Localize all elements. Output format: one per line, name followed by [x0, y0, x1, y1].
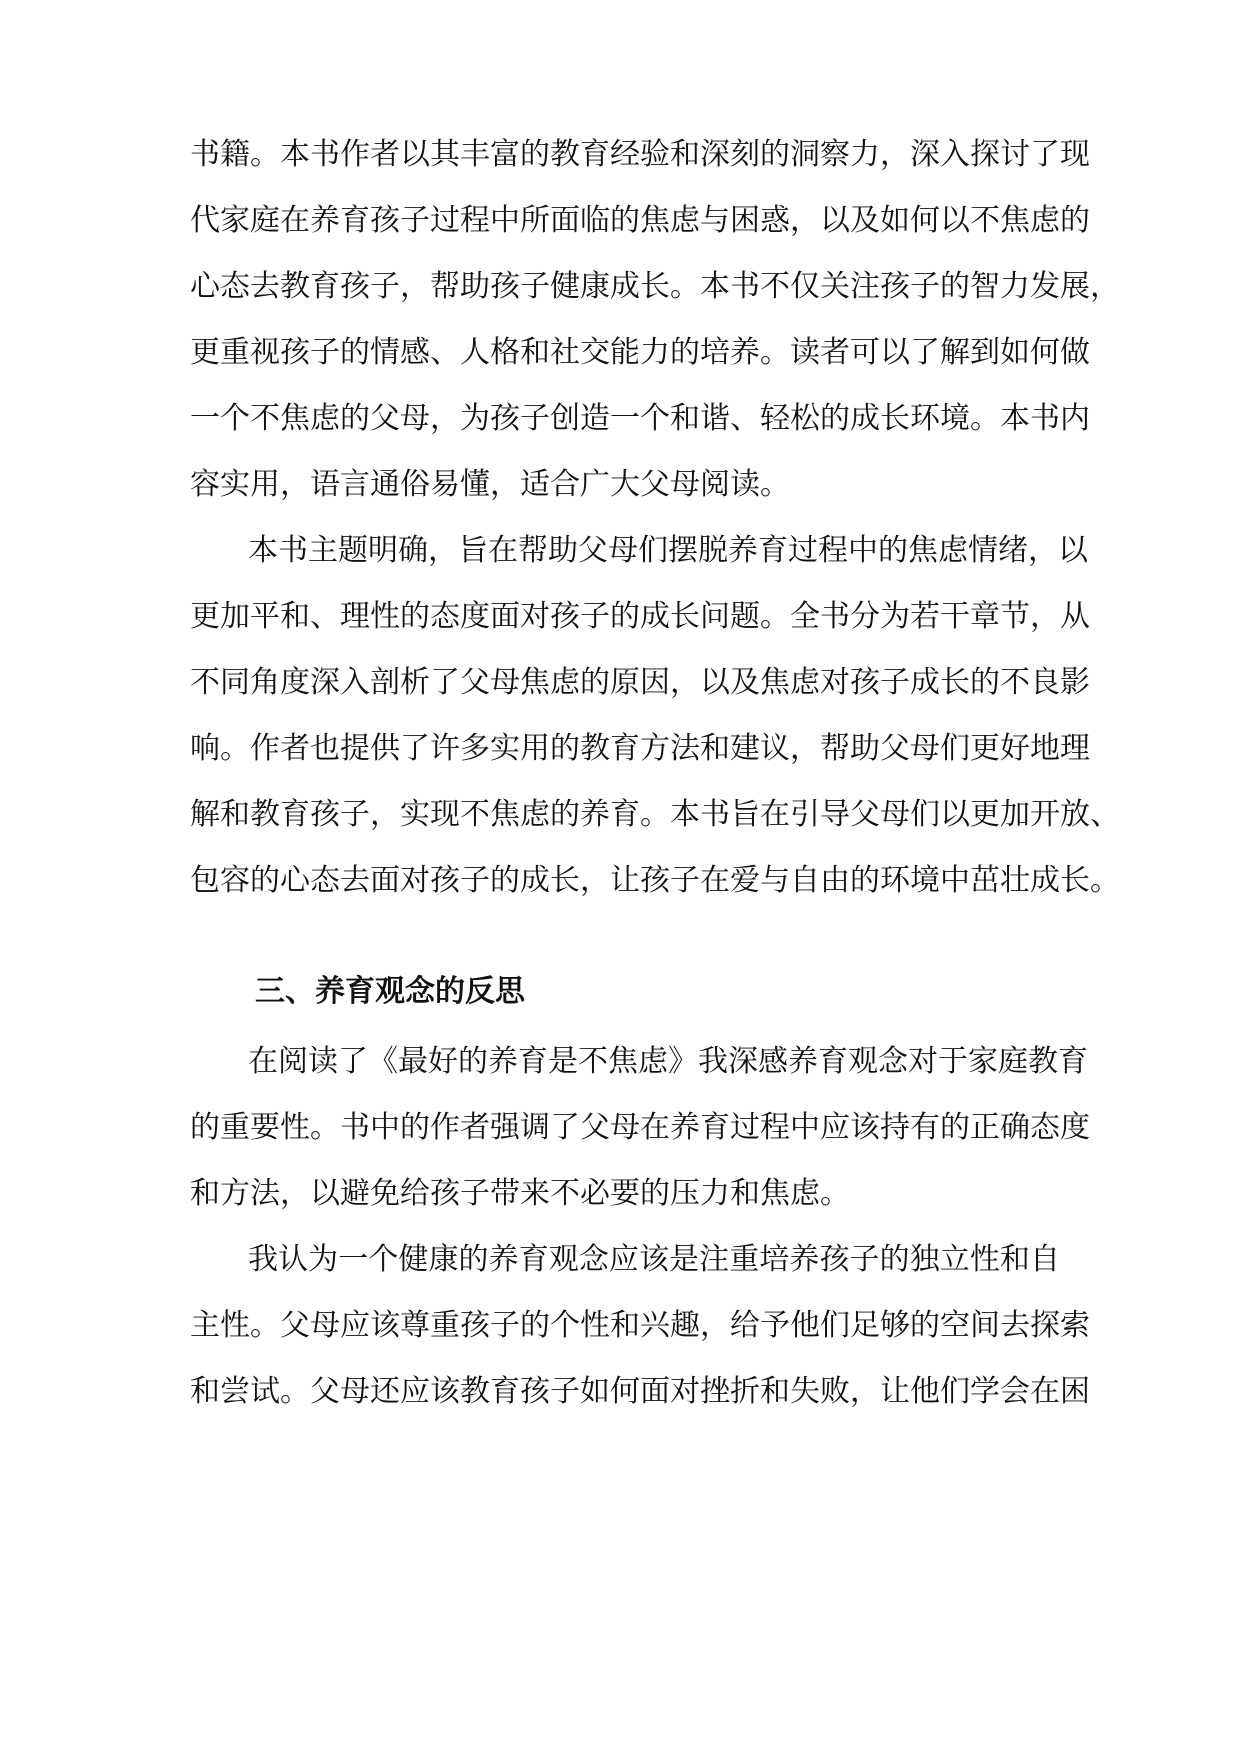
text-line: 心态去教育孩子，帮助孩子健康成长。本书不仅关注孩子的智力发展， [190, 269, 1120, 304]
text-line: 的重要性。书中的作者强调了父母在养育过程中应该持有的正确态度 [190, 1110, 1090, 1145]
text-line: 和尝试。父母还应该教育孩子如何面对挫折和失败，让他们学会在困 [190, 1374, 1090, 1409]
text-line: 本书主题明确，旨在帮助父母们摆脱养育过程中的焦虑情绪，以 [248, 533, 1088, 568]
text-line: 更重视孩子的情感、人格和社交能力的培养。读者可以了解到如何做 [190, 335, 1090, 370]
text-line: 响。作者也提供了许多实用的教育方法和建议，帮助父母们更好地理 [190, 731, 1090, 766]
text-line: 一个不焦虑的父母，为孩子创造一个和谐、轻松的成长环境。本书内 [190, 401, 1090, 436]
text-line: 更加平和、理性的态度面对孩子的成长问题。全书分为若干章节，从 [190, 599, 1090, 634]
text-line: 书籍。本书作者以其丰富的教育经验和深刻的洞察力，深入探讨了现 [190, 137, 1090, 172]
text-line: 我认为一个健康的养育观念应该是注重培养孩子的独立性和自 [248, 1242, 1060, 1277]
text-line: 和方法，以避免给孩子带来不必要的压力和焦虑。 [190, 1176, 850, 1211]
text-line: 容实用，语言通俗易懂，适合广大父母阅读。 [190, 467, 790, 502]
text-line: 包容的心态去面对孩子的成长，让孩子在爱与自由的环境中茁壮成长。 [190, 863, 1120, 898]
text-line: 不同角度深入剖析了父母焦虑的原因，以及焦虑对孩子成长的不良影 [190, 665, 1090, 700]
text-line: 在阅读了《最好的养育是不焦虑》我深感养育观念对于家庭教育 [248, 1044, 1088, 1079]
section-heading: 三、养育观念的反思 [255, 974, 525, 1009]
text-line: 代家庭在养育孩子过程中所面临的焦虑与困惑，以及如何以不焦虑的 [190, 203, 1090, 238]
text-line: 解和教育孩子，实现不焦虑的养育。本书旨在引导父母们以更加开放、 [190, 797, 1120, 832]
text-line: 主性。父母应该尊重孩子的个性和兴趣，给予他们足够的空间去探索 [190, 1308, 1090, 1343]
